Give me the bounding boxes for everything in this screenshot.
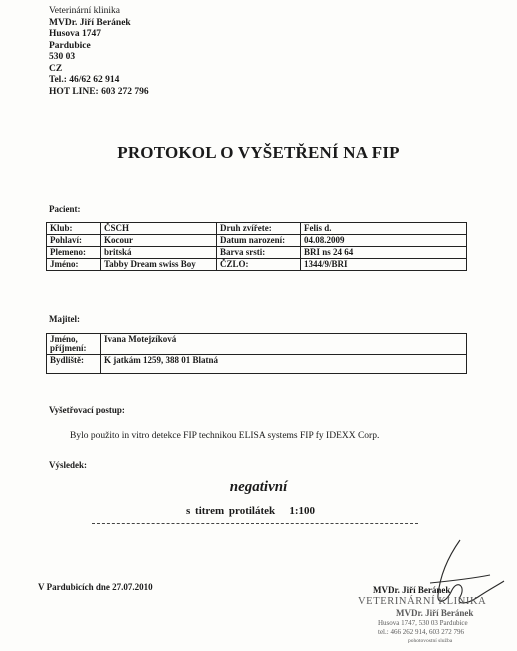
patient-value: ČSCH [101,223,217,235]
clinic-stamp [358,588,516,648]
clinic-type: Veterinární klinika [49,6,120,16]
method-text: Bylo použito in vitro detekce FIP technikou ELISA systems FIP fy IDEXX Corp. [70,431,380,441]
table-row [47,259,467,271]
document-title: PROTOKOL O VYŠETŘENÍ NA FIP [117,143,400,162]
patient-value: britská [101,247,217,259]
stamp-line3: Husova 1747, 530 03 Pardubice [378,619,468,627]
patient-value: 04.08.2009 [301,235,467,247]
patient-label: Klub: [47,223,101,235]
place-date: V Pardubicích dne 27.07.2010 [38,582,153,592]
patient-label: Pohlaví: [47,235,101,247]
owner-table [46,333,467,374]
result-section-label: Výsledek: [49,460,87,470]
clinic-header [49,6,149,98]
stamp-line2: MVDr. Jiří Beránek [396,608,474,618]
clinic-street: Husova 1747 [49,29,101,39]
patient-label: Druh zvířete: [217,223,301,235]
clinic-city: Pardubice [49,40,91,51]
stamp-line4: tel.: 466 262 914, 603 272 796 [378,628,464,636]
clinic-zip: 530 03 [49,52,76,62]
owner-name-label [47,334,101,355]
owner-name-label-line2: příjmení: [50,343,87,353]
titer-line [186,505,315,517]
patient-table [46,222,467,271]
owner-address-label: Bydliště: [47,355,101,374]
owner-section-label: Majitel: [49,314,80,324]
table-row [47,247,467,259]
clinic-doctor: MVDr. Jiří Beránek [49,17,131,28]
stamp-line5: pohotovostní služba [408,638,453,644]
patient-label: Plemeno: [47,247,101,259]
patient-label: Barva srsti: [217,247,301,259]
table-row [47,334,467,355]
patient-label: Datum narození: [217,235,301,247]
owner-address-value: K jatkám 1259, 388 01 Blatná [101,355,467,374]
titer-value: 1:100 [289,505,316,517]
clinic-hotline: HOT LINE: 603 272 796 [49,86,149,97]
dashed-divider [92,523,418,524]
patient-label: Jméno: [47,259,101,271]
patient-value: Tabby Dream swiss Boy [101,259,217,271]
table-row [47,355,467,374]
method-section-label: Vyšetřovací postup: [49,405,125,415]
table-row [47,223,467,235]
patient-section-label: Pacient: [49,204,81,214]
result-value: negativní [229,479,288,495]
clinic-phone: Tel.: 46/62 62 914 [49,75,120,85]
patient-value: Kocour [101,235,217,247]
table-row [47,235,467,247]
clinic-country: CZ [49,63,63,74]
owner-name-value: Ivana Motejzíková [101,334,467,355]
stamp-line1: VETERINÁRNÍ KLINIKA [358,596,487,607]
patient-value: BRI ns 24 64 [301,247,467,259]
titer-label: s titrem protilátek [186,505,276,517]
patient-label: ČZLO: [217,259,301,271]
owner-name-label-line1: Jméno, [50,334,78,344]
patient-value: Felis d. [301,223,467,235]
signature-name: MVDr. Jiří Beránek [373,585,451,595]
patient-value: 1344/9/BRI [301,259,467,271]
